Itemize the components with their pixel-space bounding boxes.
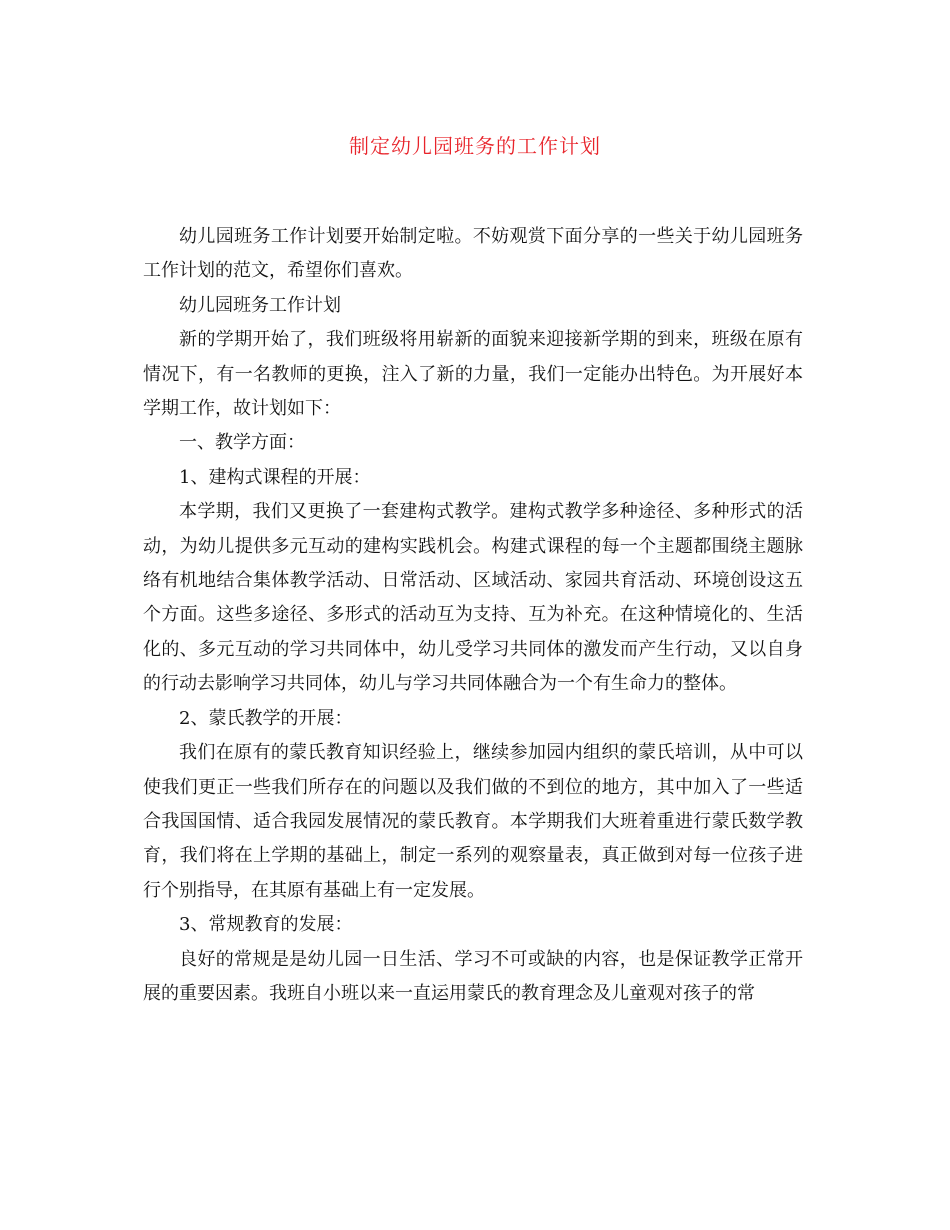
- document-body: [143, 220, 803, 1011]
- paragraph-montessori: 我们在原有的蒙氏教育知识经验上，继续参加园内组织的蒙氏培训，从中可以使我们更正一些我们所存在的问题以及我们做的不到位的地方，其中加入了一些适合我国国情、适合我园发展情况的蒙氏教育。本学期我们大班着重进行蒙氏数学教育，我们将在上学期的基础上，制定一系列的观察量表，真正做到对每一位孩子进行个别指导，在其原有基础上有一定发展。: [143, 742, 803, 901]
- paragraph-intro: 幼儿园班务工作计划要开始制定啦。不妨观赏下面分享的一些关于幼儿园班务工作计划的范文，希望你们喜欢。: [143, 226, 803, 282]
- paragraph-heading-plan: 幼儿园班务工作计划: [179, 294, 341, 316]
- subheading-routine-education: 3、常规教育的发展：: [179, 914, 353, 936]
- paragraph-routine-education: 良好的常规是是幼儿园一日生活、学习不可或缺的内容，也是保证教学正常开展的重要因素。我班自小班以来一直运用蒙氏的教育理念及儿童观对孩子的常: [143, 948, 803, 1004]
- subheading-constructive-course: 1、建构式课程的开展：: [179, 466, 371, 488]
- paragraph-constructive-course: 本学期，我们又更换了一套建构式教学。建构式教学多种途径、多种形式的活动，为幼儿提供多元互动的建构实践机会。构建式课程的每一个主题都围绕主题脉络有机地结合集体教学活动、日常活动、区域活动、家园共育活动、环境创设这五个方面。这些多途径、多形式的活动互为支持、互为补充。在这种情境化的、生活化的、多元互动的学习共同体中，幼儿受学习共同体的激发而产生行动，又以自身的行动去影响学习共同体，幼儿与学习共同体融合为一个有生命力的整体。: [143, 501, 803, 695]
- paragraph-new-semester: 新的学期开始了，我们班级将用崭新的面貌来迎接新学期的到来，班级在原有情况下，有一名教师的更换，注入了新的力量，我们一定能办出特色。为开展好本学期工作，故计划如下：: [143, 329, 803, 420]
- subheading-montessori: 2、蒙氏教学的开展：: [179, 707, 353, 729]
- document-title: 制定幼儿园班务的工作计划: [349, 134, 601, 158]
- section-heading-teaching: 一、教学方面：: [179, 432, 305, 454]
